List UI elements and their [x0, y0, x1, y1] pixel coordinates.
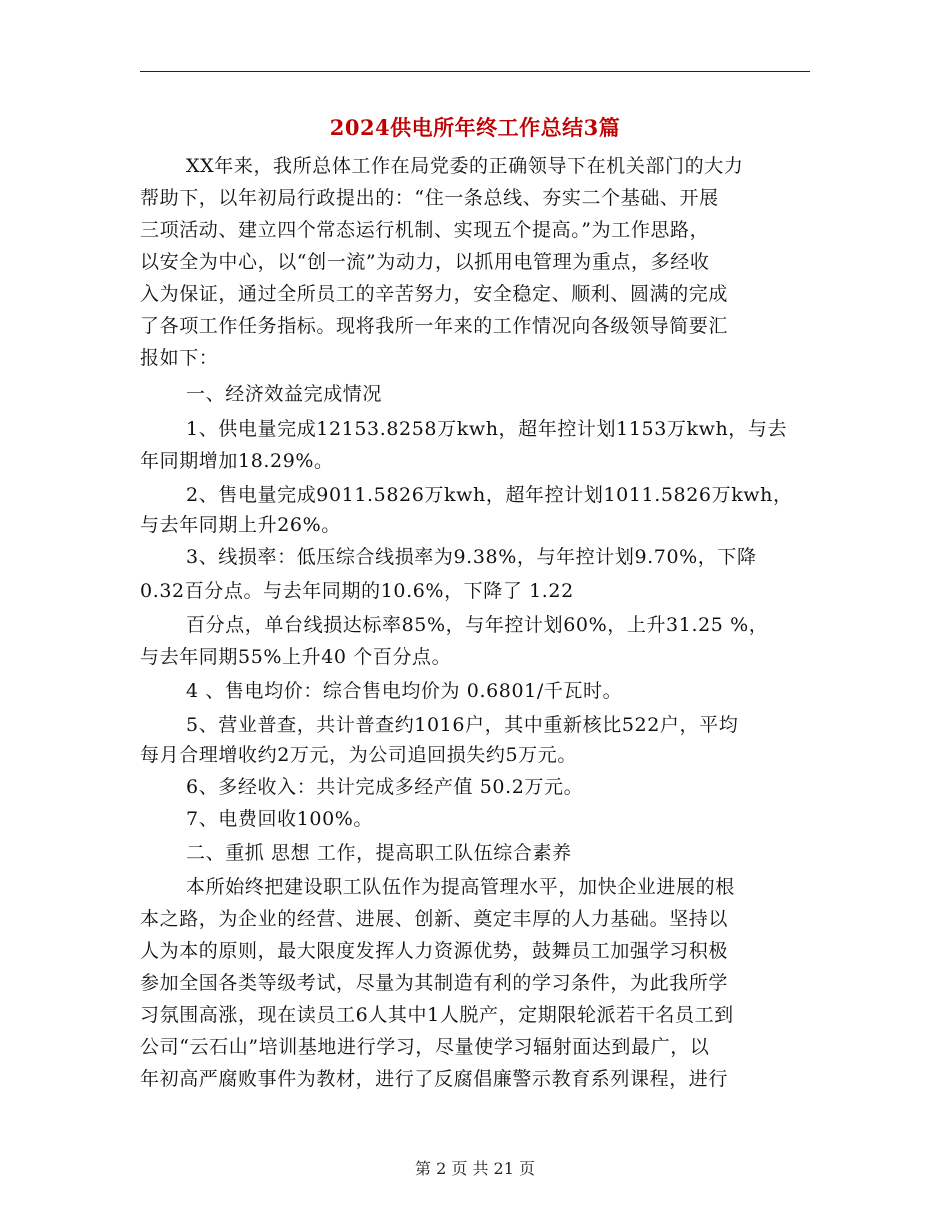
- body-line: 7、电费回收100%。: [186, 808, 374, 830]
- body-line: 5、营业普查，共计普查约1016户，其中重新核比522户，平均: [186, 714, 739, 736]
- body-line: 以安全为中心，以“创一流”为动力，以抓用电管理为重点，多经收: [140, 251, 710, 273]
- body-line: 0.32百分点。与去年同期的10.6%，下降了 1.22: [140, 580, 574, 602]
- body-line: 百分点，单台线损达标率85%，与年控计划60%，上升31.25 %，: [186, 614, 769, 636]
- section-heading: 一、经济效益完成情况: [186, 383, 383, 405]
- body-line: 入为保证，通过全所员工的辛苦努力，安全稳定、顺利、圆满的完成: [140, 283, 729, 305]
- body-line: 帮助下，以年初局行政提出的：“住一条总线、夯实二个基础、开展: [140, 187, 719, 209]
- body-line: 人为本的原则，最大限度发挥人力资源优势，鼓舞员工加强学习积极: [140, 940, 729, 962]
- body-line: 年初高严腐败事件为教材，进行了反腐倡廉警示教育系列课程，进行: [140, 1068, 729, 1090]
- body-line: 参加全国各类等级考试，尽量为其制造有利的学习条件，为此我所学: [140, 972, 729, 994]
- body-line: 3、线损率：低压综合线损率为9.38%，与年控计划9.70%，下降: [186, 546, 757, 568]
- body-line: 本所始终把建设职工队伍作为提高管理水平，加快企业进展的根: [186, 876, 735, 898]
- body-line: 习氛围高涨，现在读员工6人其中1人脱产，定期限轮派若干名员工到: [140, 1004, 734, 1026]
- body-line: 与去年同期55%上升40 个百分点。: [140, 646, 452, 668]
- body-line: XX年来，我所总体工作在局党委的正确领导下在机关部门的大力: [186, 155, 744, 177]
- body-line: 了各项工作任务指标。现将我所一年来的工作情况向各级领导简要汇: [140, 315, 729, 337]
- body-line: 2、售电量完成9011.5826万kwh，超年控计划1011.5826万kwh，: [186, 484, 793, 506]
- document-title: 2024供电所年终工作总结3篇: [329, 115, 621, 140]
- body-line: 年同期增加18.29%。: [140, 450, 334, 472]
- section-heading: 二、重抓 思想 工作，提高职工队伍综合素养: [186, 842, 572, 864]
- page-footer: 第 2 页 共 21 页: [415, 1159, 535, 1178]
- body-line: 本之路，为企业的经营、进展、创新、奠定丰厚的人力基础。坚持以: [140, 908, 729, 930]
- body-line: 公司“云石山”培训基地进行学习，尽量使学习辐射面达到最广，以: [140, 1036, 710, 1058]
- body-line: 与去年同期上升26%。: [140, 514, 341, 536]
- body-line: 6、多经收入：共计完成多经产值 50.2万元。: [186, 776, 584, 798]
- body-line: 报如下：: [140, 347, 219, 369]
- body-line: 三项活动、建立四个常态运行机制、实现五个提高。”为工作思路，: [140, 219, 710, 241]
- body-line: 4 、售电均价：综合售电均价为 0.6801/千瓦时。: [186, 680, 623, 702]
- body-line: 1、供电量完成12153.8258万kwh，超年控计划1153万kwh，与去: [186, 418, 788, 440]
- header-rule: [140, 71, 810, 72]
- body-line: 每月合理增收约2万元，为公司追回损失约5万元。: [140, 744, 577, 766]
